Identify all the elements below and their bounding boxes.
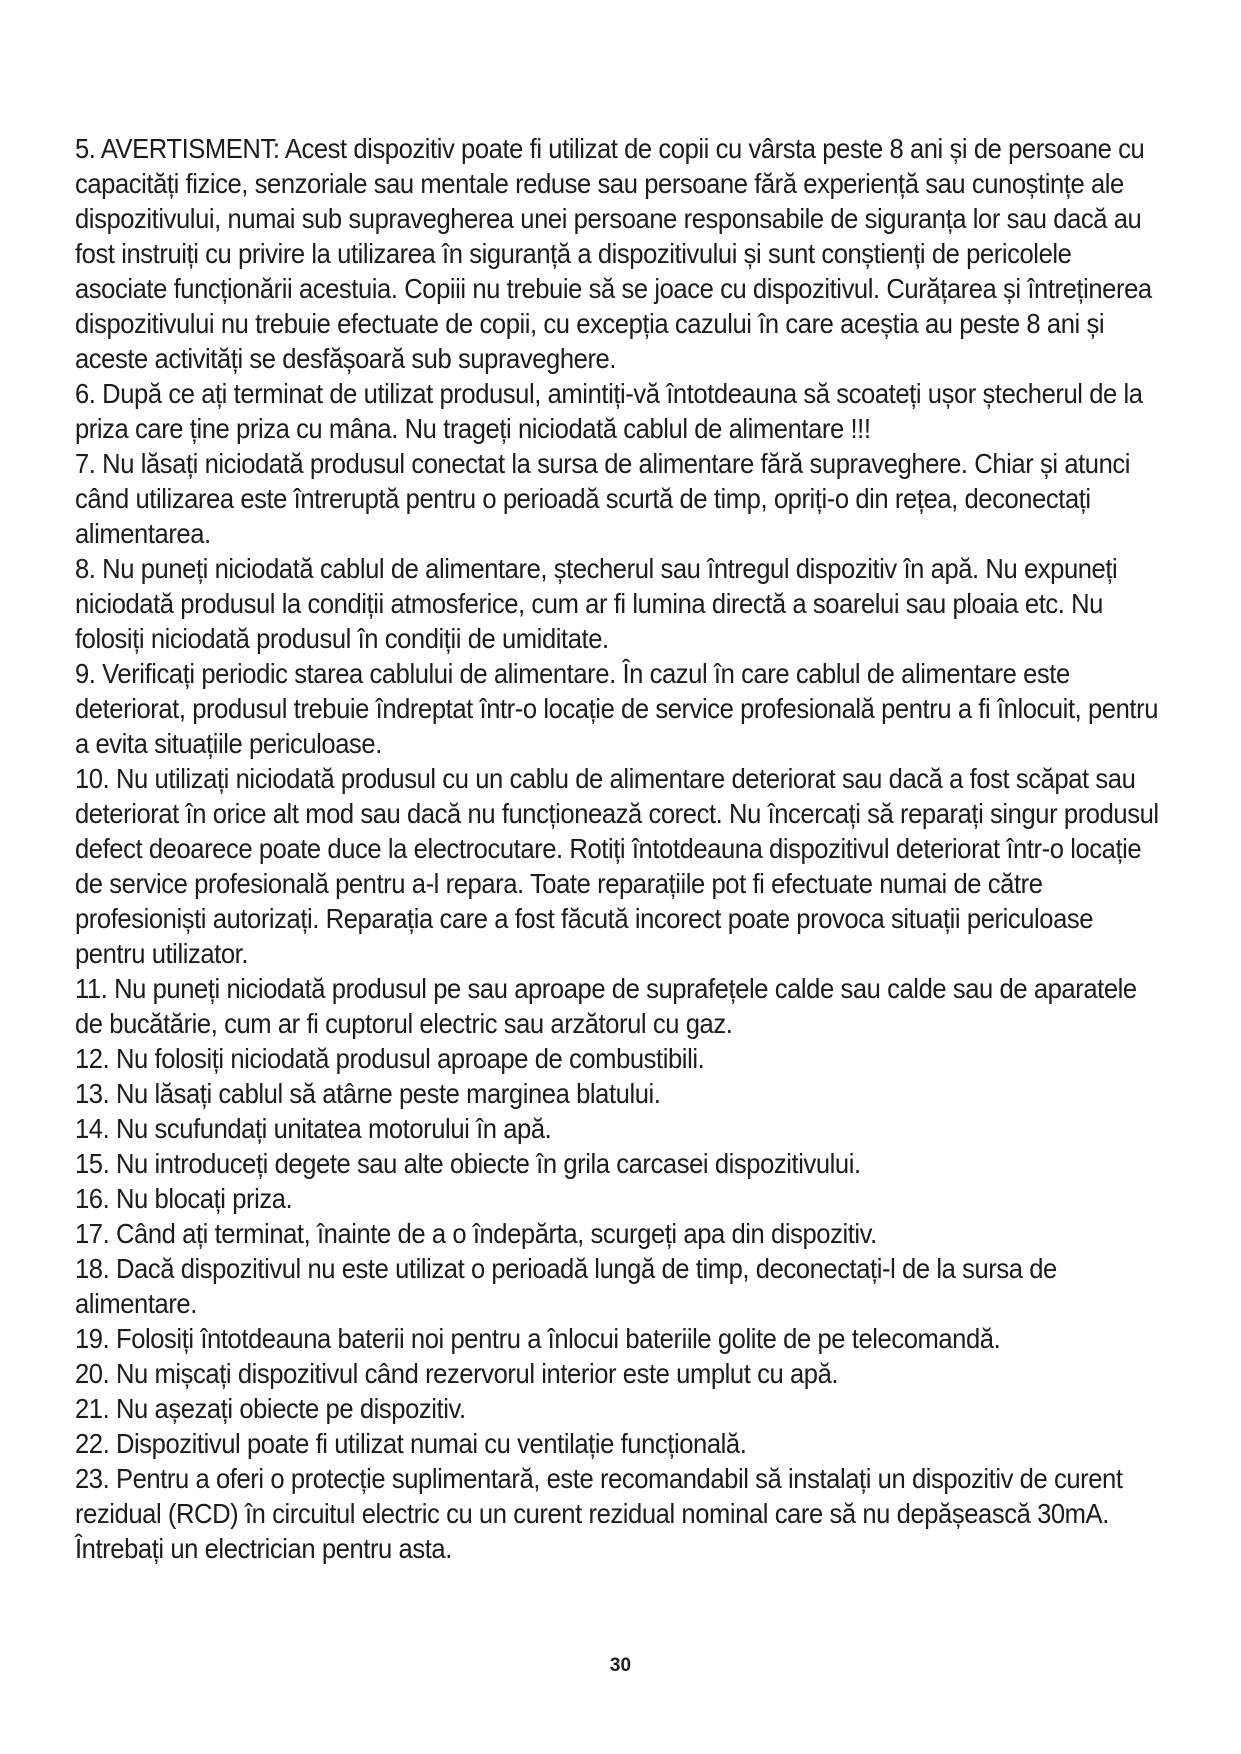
instruction-item-5: 5. AVERTISMENT: Acest dispozitiv poate fi utilizat de copii cu vârsta peste 8 ani și de persoane cu capacități fizice, senzoriale sau mentale reduse sau persoane fără experiență sau cunoștințe ale dispozitivului, numai sub supravegherea unei persoane responsabile de siguranța lor sau dacă au fost instruiți cu privire la utilizarea în siguranță a dispozitivului și sunt conștienți de pericolele asociate funcționării acestuia. Copiii nu trebuie să se joace cu dispozitivul. Curățarea și întreținerea dispozitivului nu trebuie efectuate de copii, cu excepția cazului în care aceștia au peste 8 ani și aceste activități se desfășoară sub supraveghere. — [75, 133, 1152, 374]
instruction-item-9: 9. Verificați periodic starea cablului de alimentare. În cazul în care cablul de alimentare este deteriorat, produsul trebuie îndreptat într-o locație de service profesională pentru a fi înlocuit, pentru a evita situațiile periculoase. — [75, 658, 1159, 759]
instruction-item-22: 22. Dispozitivul poate fi utilizat numai cu ventilație funcțională. — [75, 1428, 747, 1459]
instruction-item-21: 21. Nu așezați obiecte pe dispozitiv. — [75, 1393, 466, 1424]
instruction-item-15: 15. Nu introduceți degete sau alte obiecte în grila carcasei dispozitivului. — [75, 1148, 861, 1179]
instruction-item-13: 13. Nu lăsați cablul să atârne peste marginea blatului. — [75, 1078, 661, 1109]
instruction-item-12: 12. Nu folosiți niciodată produsul aproape de combustibili. — [75, 1043, 705, 1074]
instruction-item-19: 19. Folosiți întotdeauna baterii noi pentru a înlocui bateriile golite de pe telecomandă. — [75, 1323, 1001, 1354]
instruction-item-14: 14. Nu scufundați unitatea motorului în apă. — [75, 1113, 552, 1144]
instruction-item-16: 16. Nu blocați priza. — [75, 1183, 293, 1214]
safety-instructions — [75, 131, 1170, 1566]
page-number: 30 — [609, 1655, 632, 1676]
instruction-item-8: 8. Nu puneți niciodată cablul de alimentare, ștecherul sau întregul dispozitiv în apă. Nu expuneți niciodată produsul la condiții atmosferice, cum ar fi lumina directă a soarelui sau ploaia etc. Nu folosiți niciodată produsul în condiții de umiditate. — [75, 553, 1118, 654]
instruction-item-18: 18. Dacă dispozitivul nu este utilizat o perioadă lungă de timp, deconectați-l de la sursa de alimentare. — [75, 1253, 1057, 1319]
instruction-item-10: 10. Nu utilizați niciodată produsul cu un cablu de alimentare deteriorat sau dacă a fost scăpat sau deteriorat în orice alt mod sau dacă nu funcționează corect. Nu încercați să reparați singur produsul defect deoarece poate duce la electrocutare. Rotiți întotdeauna dispozitivul deteriorat într-o locație de service profesională pentru a-l repara. Toate reparațiile pot fi efectuate numai de către profesioniști autorizați. Reparația care a fost făcută incorect poate provoca situații periculoase pentru utilizator. — [75, 763, 1159, 969]
instruction-item-23: 23. Pentru a oferi o protecție suplimentară, este recomandabil să instalați un dispozitiv de curent rezidual (RCD) în circuitul electric cu un curent rezidual nominal care să nu depășească 30mA. Întrebați un electrician pentru asta. — [75, 1463, 1123, 1564]
instruction-item-20: 20. Nu mișcați dispozitivul când rezervorul interior este umplut cu apă. — [75, 1358, 839, 1389]
instruction-item-17: 17. Când ați terminat, înainte de a o îndepărta, scurgeți apa din dispozitiv. — [75, 1218, 877, 1249]
instruction-item-11: 11. Nu puneți niciodată produsul pe sau aproape de suprafețele calde sau calde sau de aparatele de bucătărie, cum ar fi cuptorul electric sau arzătorul cu gaz. — [75, 973, 1137, 1039]
instruction-item-6: 6. După ce ați terminat de utilizat produsul, amintiți-vă întotdeauna să scoateți ușor ștecherul de la priza care ține priza cu mâna. Nu trageți niciodată cablul de alimentare !!! — [75, 378, 1143, 444]
instruction-item-7: 7. Nu lăsați niciodată produsul conectat la sursa de alimentare fără supraveghere. Chiar și atunci când utilizarea este întreruptă pentru o perioadă scurtă de timp, opriți-o din rețea, deconectați alimentarea. — [75, 448, 1131, 549]
